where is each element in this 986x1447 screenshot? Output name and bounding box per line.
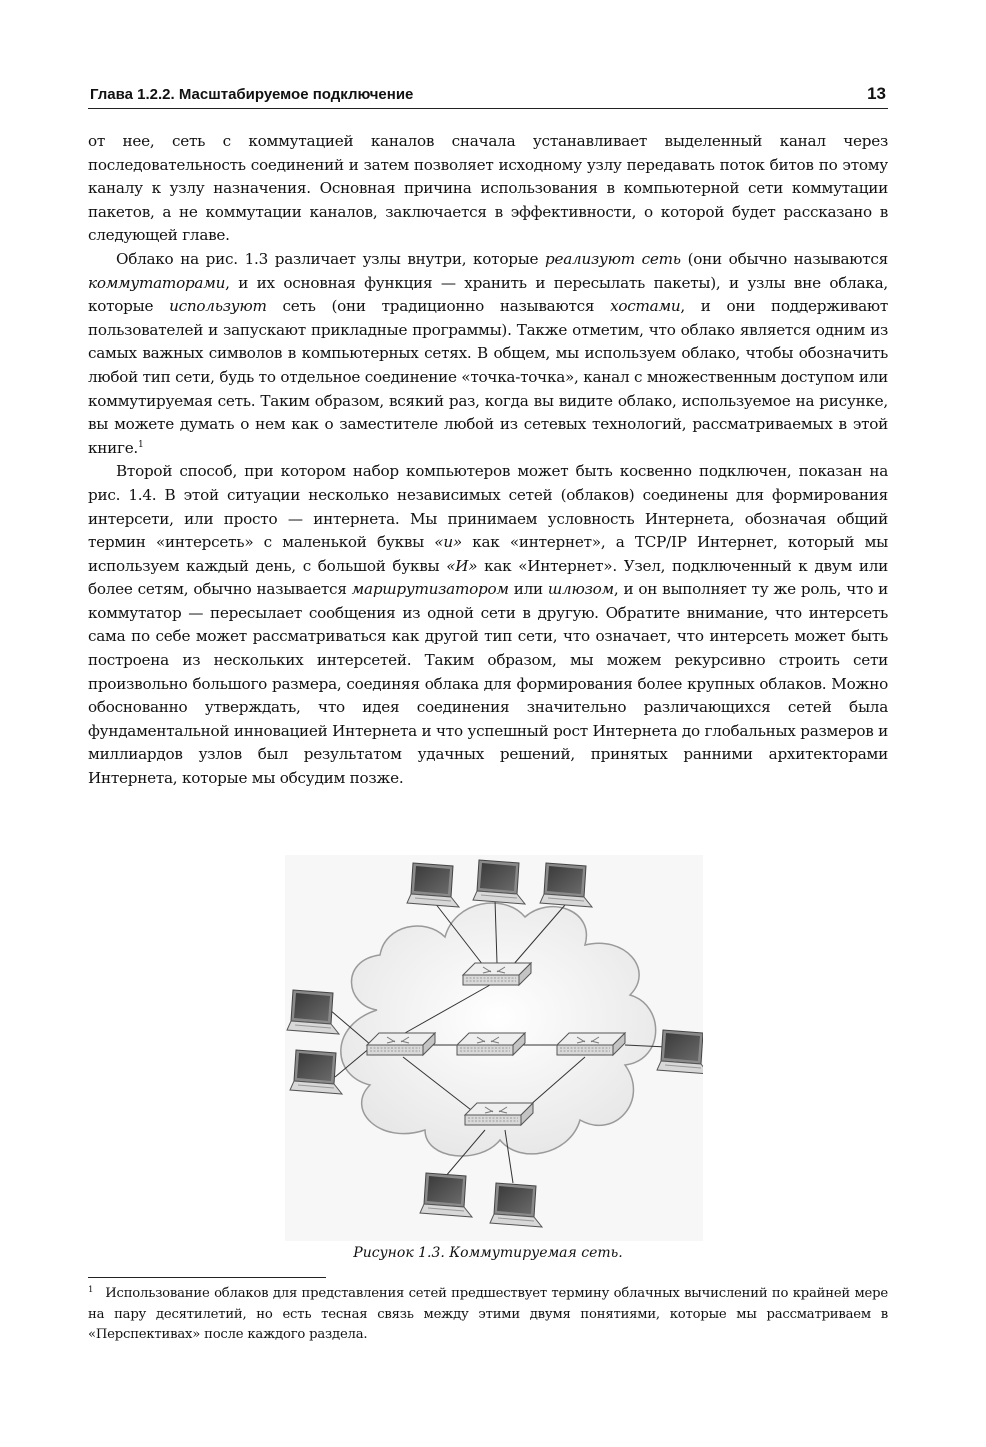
text-run: как «интернет», а TCP/IP Интернет, который мы используем каждый день, с большой буквы <box>88 533 888 575</box>
laptop-bottom-right <box>490 1183 542 1227</box>
switch-bottom <box>465 1103 533 1125</box>
laptop-left-lower <box>290 1050 342 1094</box>
figure-caption: Рисунок 1.3. Коммутируемая сеть. <box>353 1245 623 1261</box>
chapter-title: Глава 1.2.2. Масштабируемое подключение <box>90 86 414 103</box>
italic-term: маршрутизатором <box>351 580 509 599</box>
text-run: , и они поддерживают пользователей и запускают прикладные программы). Также отметим, что облако является одним из самых важных символов в компьютерных сетях. В общем, мы используем облако, чтобы обозначить любой тип сети, будь то отдельное соединение «точка-точка», канал с множественным доступом или коммутируемая сеть. Таким образом, всякий раз, когда вы видите облако, используемое на рисунке, вы можете думать о нем как о заместителе любой из сетевых технологий, рассматриваемых в этой книге. <box>88 297 889 457</box>
text-run: или <box>508 580 548 599</box>
footnote-marker: 1 <box>88 1285 94 1295</box>
italic-term: используют <box>169 297 267 316</box>
paragraph-1: от нее, сеть с коммутацией каналов сначала устанавливает выделенный канал через последовательность соединений и затем позволяет исходному узлу передавать поток битов по этому каналу к узлу назначения. Основная причина использования в компьютерной сети коммутации пакетов, а не коммутации каналов, заключается в эффективности, о которой будет рассказано в следующей главе. <box>88 132 888 245</box>
footnote-divider <box>88 1277 326 1278</box>
switch-top <box>463 963 531 985</box>
switched-network-figure <box>285 855 703 1241</box>
text-run: Второй способ, при котором набор компьютеров может быть косвенно подключен, показан на рис. 1.4. В этой ситуации несколько независимых сетей (облаков) соединены для формирования интерсети, или просто — интернета. Мы принимаем условность Интернета, обозначая общий термин «интерсеть» с маленькой буквы <box>88 462 888 552</box>
italic-term: хостами <box>610 297 681 316</box>
text-run: (они обычно называются <box>680 249 889 268</box>
italic-term: «и» <box>434 533 462 552</box>
paragraph-3 <box>88 460 888 790</box>
text-run: , и он выполняет ту же роль, что и коммутатор — пересылает сообщения из одной сети в другую. Обратите внимание, что интерсеть сама по себе может рассматриваться как другой тип сети, что означает, что интерсеть может быть построена из нескольких интерсетей. Таким образом, мы можем рекурсивно строить сети произвольно большого размера, соединяя облака для формирования более крупных облаков. Можно обоснованно утверждать, что идея соединения значительно различающихся сетей была фундаментальной инновацией Интернета и что успешный рост Интернета до глобальных размеров и миллиардов узлов был результатом удачных решений, принятых ранними архитекторами Интернета, которые мы обсудим позже. <box>88 580 888 788</box>
laptop-left-upper <box>287 990 339 1034</box>
switch-left <box>367 1033 435 1055</box>
text-run: Облако на рис. 1.3 различает узлы внутри, которые <box>116 249 546 268</box>
page-number: 13 <box>867 84 886 103</box>
running-header <box>88 86 888 109</box>
switch-center <box>457 1033 525 1055</box>
italic-term: «И» <box>446 556 478 575</box>
paragraph-2 <box>88 248 888 460</box>
laptop-bottom-left <box>420 1173 472 1217</box>
italic-term: шлюзом <box>547 580 614 599</box>
laptop-right <box>657 1030 703 1074</box>
italic-term: коммутаторами <box>88 273 226 292</box>
laptop-top-right <box>540 863 592 907</box>
laptop-top-middle <box>473 860 525 904</box>
body-text <box>88 130 888 791</box>
footnote-text: Использование облаков для представления сетей предшествует термину облачных вычислений по крайней мере на пару десятилетий, но есть тесная связь между этими двумя понятиями, которые мы рассматриваем в «Перспективах» после каждого раздела. <box>88 1286 888 1342</box>
laptop-top-left <box>407 863 459 907</box>
text-run: сеть (они традиционно называются <box>266 297 611 316</box>
footnote-reference[interactable]: 1 <box>138 439 144 450</box>
italic-term: реализуют сеть <box>545 249 681 268</box>
footnote <box>88 1284 888 1346</box>
text-run: , и их основная функция — хранить и пересылать пакеты), и узлы вне облака, которые <box>88 273 888 316</box>
text-run: как «Интернет». Узел, подключенный к двум или более сетям, обычно называется <box>88 556 888 599</box>
switch-right <box>557 1033 625 1055</box>
